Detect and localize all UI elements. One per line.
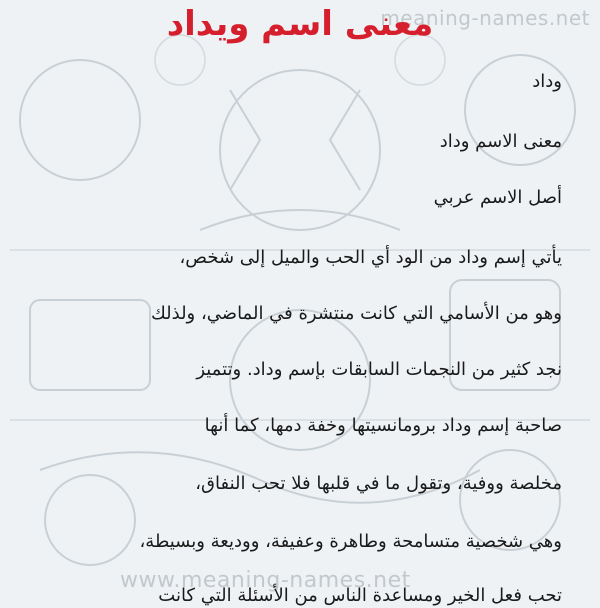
text-line: أصل الاسم عربي xyxy=(433,187,562,208)
watermark-site: meaning-names.net xyxy=(380,6,590,30)
page-title: معنى اسم ويداد xyxy=(166,4,434,44)
text-line: يأتي إسم وداد من الود أي الحب والميل إلى شخص، xyxy=(179,247,562,268)
watermark-site-bottom: www.meaning-names.net xyxy=(120,568,411,593)
text-line: تحب فعل الخير ومساعدة الناس من الأسئلة التي كانت xyxy=(158,585,562,606)
text-line: نجد كثير من النجمات السابقات بإسم وداد. وتتميز xyxy=(196,359,562,380)
text-line: وداد xyxy=(532,71,562,92)
text-line: معنى الاسم وداد xyxy=(439,131,562,152)
text-line: صاحبة إسم وداد برومانسيتها وخفة دمها، كما أنها xyxy=(204,415,562,436)
text-line: وهو من الأسامي التي كانت منتشرة في الماضي، ولذلك xyxy=(150,303,562,324)
text-line: وهي شخصية متسامحة وطاهرة وعفيفة، ووديعة وبسيطة، xyxy=(139,531,562,552)
text-line: مخلصة ووفية، وتقول ما في قلبها فلا تحب النفاق، xyxy=(195,473,562,494)
